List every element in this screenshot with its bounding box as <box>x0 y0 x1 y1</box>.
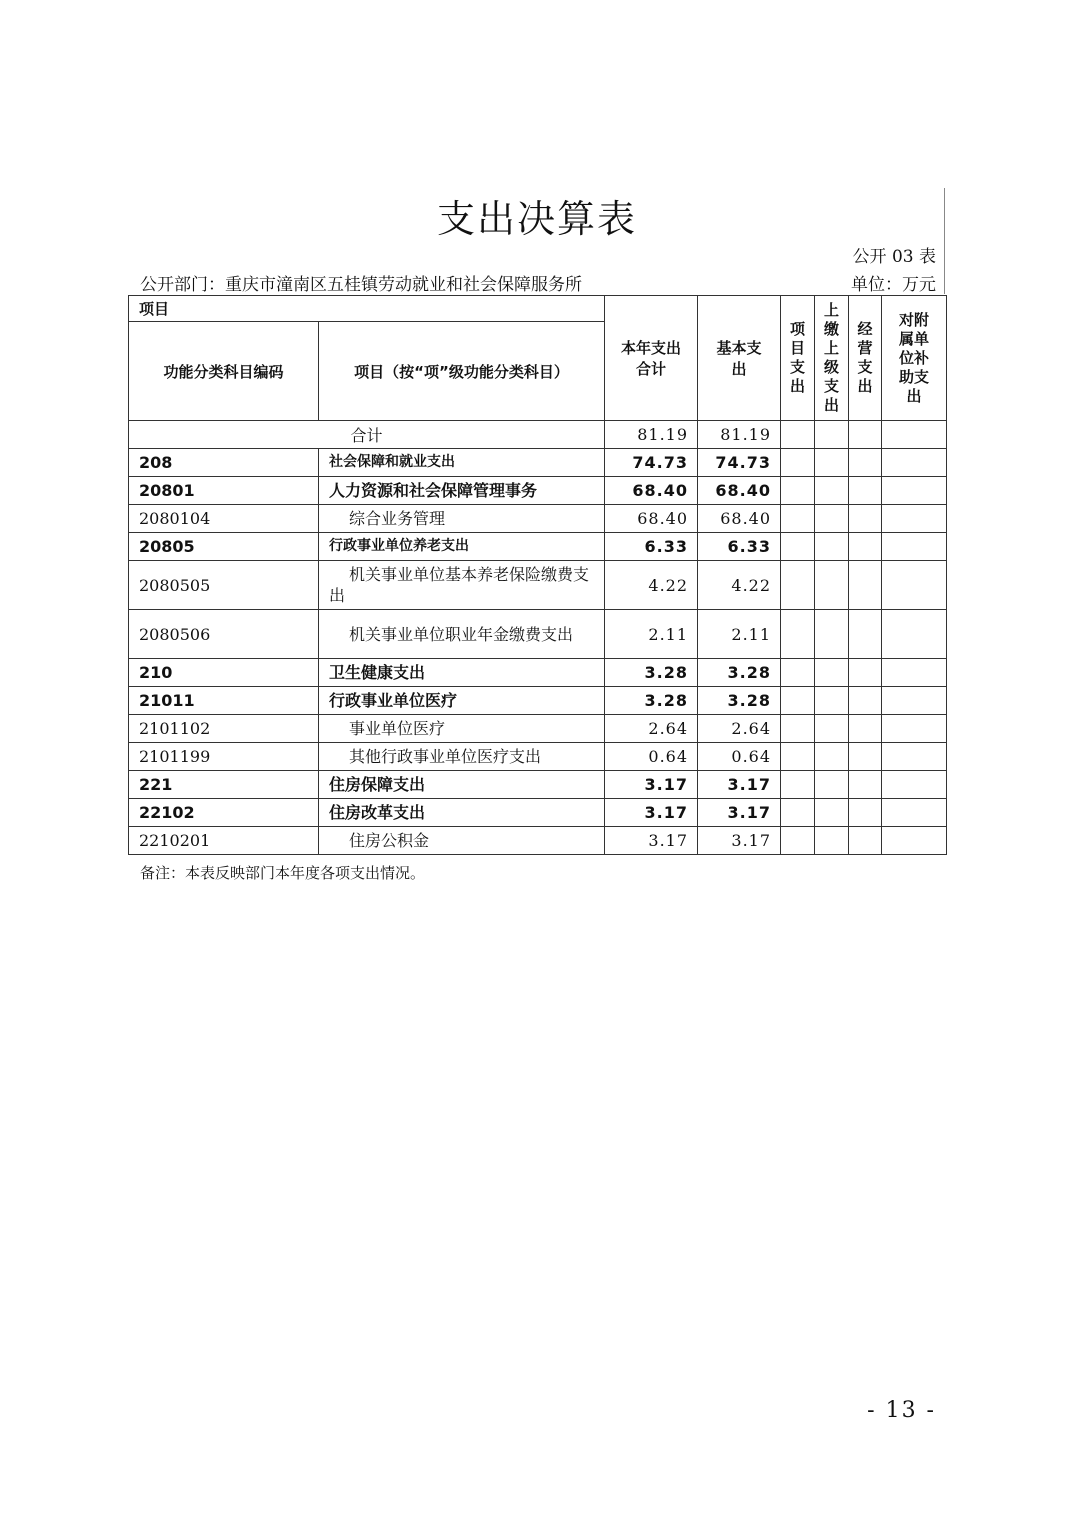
header-subsidy: 对附 属单 位补 助支 出 <box>882 296 947 421</box>
table-row <box>129 533 947 561</box>
row-code: 20805 <box>129 533 319 561</box>
table-row <box>129 827 947 855</box>
row-total: 0.64 <box>605 743 698 771</box>
row-total: 68.40 <box>605 477 698 505</box>
table-row <box>129 610 947 659</box>
row-name: 综合业务管理 <box>349 509 446 528</box>
total-basic: 81.19 <box>698 421 781 449</box>
row-basic: 3.17 <box>698 771 781 799</box>
header-upper: 上 缴 上 级 支 出 <box>815 296 849 421</box>
table-row <box>129 715 947 743</box>
row-code: 21011 <box>129 687 319 715</box>
header-total: 本年支出 合计 <box>605 296 698 421</box>
department-label: 公开部门：重庆市潼南区五桂镇劳动就业和社会保障服务所 <box>140 275 582 295</box>
unit-label: 单位：万元 <box>851 275 936 295</box>
header-basic: 基本支 出 <box>698 296 781 421</box>
row-total: 2.64 <box>605 715 698 743</box>
row-code: 2210201 <box>129 827 319 855</box>
row-code: 22102 <box>129 799 319 827</box>
table-row <box>129 449 947 477</box>
row-name: 事业单位医疗 <box>349 719 446 738</box>
row-basic: 3.17 <box>698 827 781 855</box>
row-total: 3.17 <box>605 799 698 827</box>
row-basic: 68.40 <box>698 505 781 533</box>
table-row <box>129 771 947 799</box>
row-total: 2.11 <box>605 610 698 659</box>
table-note: 备注：本表反映部门本年度各项支出情况。 <box>140 864 426 882</box>
table-row <box>129 743 947 771</box>
row-code: 2080506 <box>129 610 319 659</box>
row-total: 6.33 <box>605 533 698 561</box>
table-row <box>129 659 947 687</box>
row-total: 68.40 <box>605 505 698 533</box>
row-code: 2080104 <box>129 505 319 533</box>
header-operating: 经 营 支 出 <box>849 296 882 421</box>
row-basic: 74.73 <box>698 449 781 477</box>
row-name: 机关事业单位职业年金缴费支出 <box>319 610 605 659</box>
row-total: 3.28 <box>605 687 698 715</box>
row-code: 221 <box>129 771 319 799</box>
row-basic: 2.64 <box>698 715 781 743</box>
row-name: 住房改革支出 <box>319 799 605 827</box>
row-code: 2080505 <box>129 561 319 610</box>
table-row <box>129 687 947 715</box>
row-basic: 3.28 <box>698 659 781 687</box>
row-name: 行政事业单位医疗 <box>319 687 605 715</box>
total-label: 合计 <box>129 421 605 449</box>
row-name: 社会保障和就业支出 <box>319 449 605 477</box>
row-name: 住房公积金 <box>349 831 430 850</box>
row-name: 住房保障支出 <box>319 771 605 799</box>
row-name: 行政事业单位养老支出 <box>319 533 605 561</box>
row-code: 20801 <box>129 477 319 505</box>
row-code: 2101102 <box>129 715 319 743</box>
row-basic: 3.17 <box>698 799 781 827</box>
row-name: 机关事业单位基本养老保险缴费支出 <box>319 561 605 610</box>
row-name: 卫生健康支出 <box>319 659 605 687</box>
header-name: 项目（按“项”级功能分类科目） <box>319 322 605 421</box>
row-basic: 68.40 <box>698 477 781 505</box>
expenditure-table <box>128 295 947 855</box>
page-number: - 13 - <box>867 1398 936 1423</box>
table-row <box>129 505 947 533</box>
total-value: 81.19 <box>605 421 698 449</box>
row-basic: 3.28 <box>698 687 781 715</box>
row-basic: 6.33 <box>698 533 781 561</box>
page-title: 支出决算表 <box>436 197 637 241</box>
row-total: 3.17 <box>605 827 698 855</box>
header-project-expense: 项 目 支 出 <box>781 296 815 421</box>
table-row <box>129 799 947 827</box>
row-basic: 4.22 <box>698 561 781 610</box>
table-row <box>129 561 947 610</box>
table-number: 公开 03 表 <box>852 247 936 267</box>
row-code: 210 <box>129 659 319 687</box>
row-total: 4.22 <box>605 561 698 610</box>
row-code: 208 <box>129 449 319 477</box>
row-name: 人力资源和社会保障管理事务 <box>319 477 605 505</box>
row-total: 3.17 <box>605 771 698 799</box>
row-total: 74.73 <box>605 449 698 477</box>
row-code: 2101199 <box>129 743 319 771</box>
table-row <box>129 477 947 505</box>
row-name: 其他行政事业单位医疗支出 <box>349 747 542 766</box>
row-basic: 2.11 <box>698 610 781 659</box>
header-project: 项目 <box>129 296 605 322</box>
row-basic: 0.64 <box>698 743 781 771</box>
header-code: 功能分类科目编码 <box>129 322 319 421</box>
row-total: 3.28 <box>605 659 698 687</box>
